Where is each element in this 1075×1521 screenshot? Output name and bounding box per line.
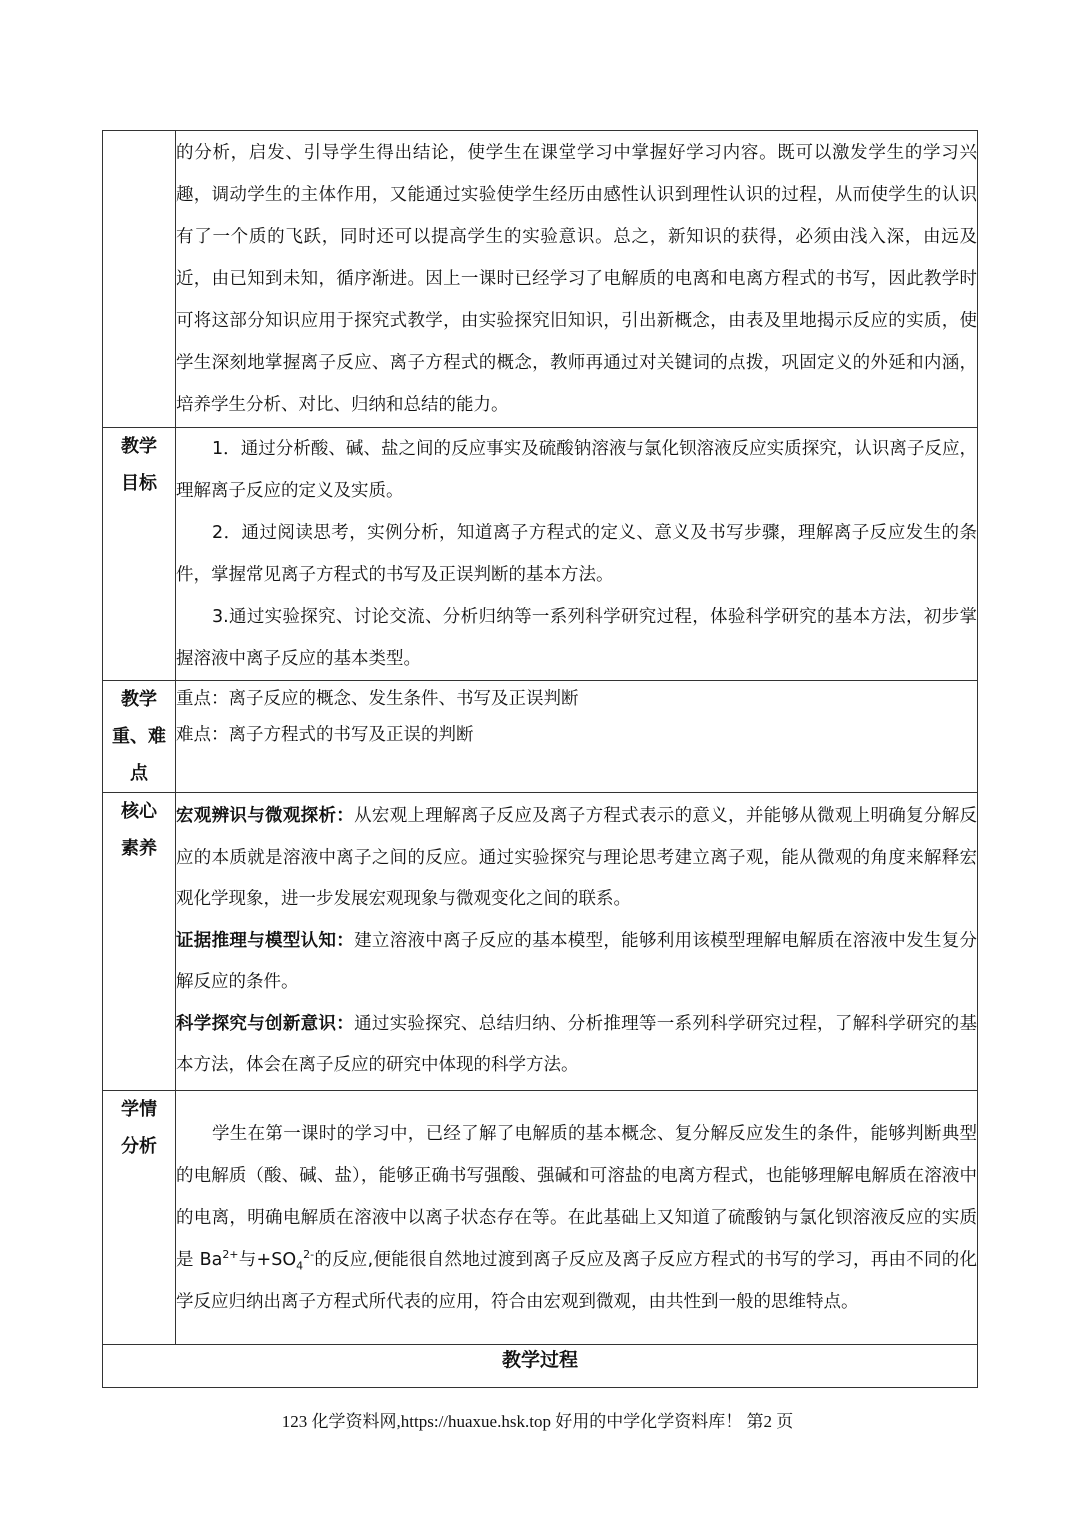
- process-header: 教学过程: [103, 1345, 978, 1388]
- key-points-content: [176, 681, 978, 793]
- objectives-label-line1: 教学: [121, 436, 157, 457]
- core-literacy-content: [176, 793, 978, 1091]
- analysis-connector: 与+SO: [238, 1249, 297, 1270]
- literacy-text-3: 通过实验探究、总结归纳、分析推理等一系列科学研究过程，了解科学研究的基本方法，体会在离子反应的研究中体现的科学方法。: [176, 1013, 978, 1076]
- key-points-label-line2: 重、难: [112, 726, 166, 747]
- core-literacy-label-line1: 核心: [121, 801, 157, 822]
- literacy-title-2: 证据推理与模型认知：: [176, 930, 355, 951]
- lesson-plan-table: [102, 130, 978, 1388]
- core-literacy-label: [103, 793, 176, 1091]
- key-points-label-line1: 教学: [121, 689, 157, 710]
- core-literacy-label-line2: 素养: [121, 838, 157, 859]
- literacy-title-3: 科学探究与创新意识：: [176, 1013, 355, 1034]
- literacy-title-1: 宏观辨识与微观探析：: [176, 806, 355, 827]
- analysis-text-before: 学生在第一课时的学习中，已经了解了电解质的基本概念、复分解反应发生的条件，能够判断典型的电解质（酸、碱、盐），能够正确书写强酸、强碱和可溶盐的电离方程式，也能够理解电解质在溶液中的电离，明确电解质在溶液中以离子状态存在等。在此基础上又知道了硫酸钠与氯化钡溶液反应的实质是 Ba: [176, 1123, 977, 1270]
- intro-text: 的分析，启发、引导学生得出结论，使学生在课堂学习中掌握好学习内容。既可以激发学生的学习兴趣，调动学生的主体作用，又能通过实验使学生经历由感性认识到理性认识的过程，从而使学生的认识有了一个质的飞跃，同时还可以提高学生的实验意识。总之，新知识的获得，必须由浅入深，由远及近，由已知到未知，循序渐进。因上一课时已经学习了电解质的电离和电离方程式的书写，因此教学时可将这部分知识应用于探究式教学，由实验探究旧知识，引出新概念，由表及里地揭示反应的实质，使学生深刻地掌握离子反应、离子方程式的概念，教师再通过对关键词的点拨，巩固定义的外延和内涵，培养学生分析、对比、归纳和总结的能力。: [176, 131, 978, 428]
- objective-item-2: 2．通过阅读思考，实例分析，知道离子方程式的定义、意义及书写步骤，理解离子反应发生的条件，掌握常见离子方程式的书写及正误判断的基本方法。: [176, 523, 977, 585]
- ba-charge: 2+: [222, 1247, 239, 1261]
- learning-analysis-label-line2: 分析: [121, 1136, 157, 1157]
- key-points-row: [103, 681, 978, 793]
- core-literacy-row: [103, 793, 978, 1091]
- process-header-row: [103, 1345, 978, 1388]
- literacy-item-1: [176, 796, 977, 921]
- difficult-point: 难点：离子方程式的书写及正误的判断: [176, 725, 474, 745]
- objective-item-3: 3.通过实验探究、讨论交流、分析归纳等一系列科学研究过程，体验科学研究的基本方法，初步掌握溶液中离子反应的基本类型。: [176, 607, 977, 669]
- so4-subscript: 4: [296, 1259, 304, 1272]
- literacy-item-2: [176, 921, 977, 1004]
- intro-label-cell: [103, 131, 176, 428]
- literacy-text-2: 建立溶液中离子反应的基本模型，能够利用该模型理解电解质在溶液中发生复分解反应的条件。: [176, 930, 978, 993]
- literacy-text-1: 从宏观上理解离子反应及离子方程式表示的意义，并能够从微观上明确复分解反应的本质就是溶液中离子之间的反应。通过实验探究与理论思考建立离子观，能从微观的角度来解释宏观化学现象，进一步发展宏观现象与微观变化之间的联系。: [176, 806, 978, 910]
- learning-analysis-label: [103, 1091, 176, 1345]
- objective-item-1: 1．通过分析酸、碱、盐之间的反应事实及硫酸钠溶液与氯化钡溶液反应实质探究，认识离子反应，理解离子反应的定义及实质。: [176, 439, 977, 501]
- important-point: 重点：离子反应的概念、发生条件、书写及正误判断: [176, 689, 579, 709]
- objectives-content: [176, 428, 978, 681]
- intro-row: [103, 131, 978, 428]
- key-points-label-line3: 点: [130, 763, 148, 784]
- analysis-text-after: 的反应,便能很自然地过渡到离子反应及离子反应方程式的书写的学习，再由不同的化学反应归纳出离子方程式所代表的应用，符合由宏观到微观，由共性到一般的思维特点。: [176, 1249, 978, 1312]
- objectives-label: [103, 428, 176, 681]
- key-points-label: [103, 681, 176, 793]
- learning-analysis-text: [176, 1091, 978, 1345]
- learning-analysis-row: [103, 1091, 978, 1345]
- learning-analysis-label-line1: 学情: [121, 1099, 157, 1120]
- so4-charge: 2-: [303, 1247, 315, 1261]
- objectives-label-line2: 目标: [121, 473, 157, 494]
- page-footer: 123 化学资料网,https://huaxue.hsk.top 好用的中学化学资料库！ 第2 页: [281, 1412, 794, 1431]
- literacy-item-3: [176, 1004, 977, 1087]
- objectives-row: [103, 428, 978, 681]
